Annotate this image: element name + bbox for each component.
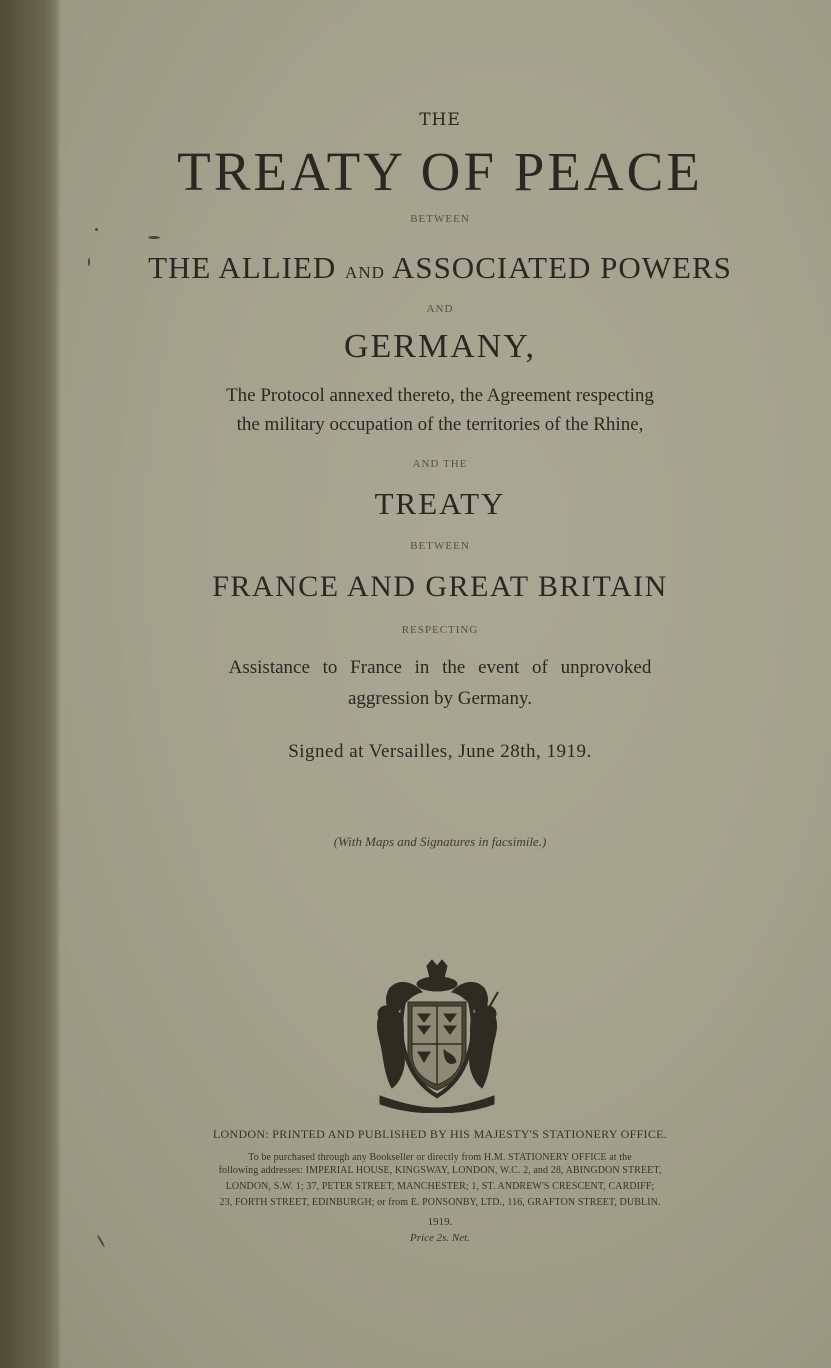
imprint-price: Price 2s. Net. [410,1232,470,1244]
assistance-line-1: Assistance to France in the event of unprovoked [228,657,652,678]
maps-note: (With Maps and Signatures in facsimile.) [333,834,547,849]
treaty-heading: TREATY [374,486,506,521]
royal-coat-of-arms-icon [372,958,502,1113]
imprint-year: 1919. [427,1216,453,1228]
imprint-london: LONDON: PRINTED AND PUBLISHED BY HIS MAJESTY'S STATIONERY OFFICE. [212,1127,668,1141]
allied-part-1: THE ALLIED [148,250,337,285]
allied-powers-line [60,250,820,286]
protocol-line-1: The Protocol annexed thereto, the Agreement respecting [226,385,654,406]
allied-part-2: ASSOCIATED POWERS [391,250,732,285]
france-britain-heading: FRANCE AND GREAT BRITAIN [212,570,668,603]
signed-line: Signed at Versailles, June 28th, 1919. [288,741,592,762]
title-the: THE [419,110,461,130]
assistance-line-2: aggression by Germany. [348,688,532,709]
respecting-word: RESPECTING [401,624,479,636]
paper-speck [95,228,98,231]
allied-and: AND [345,263,385,282]
purchase-line-4: 23, FORTH STREET, EDINBURGH; or from E. PONSONBY, LTD., 116, GRAFTON STREET, DUBLIN. [219,1197,661,1208]
main-title: TREATY OF PEACE [177,141,703,202]
book-spine [0,0,56,1368]
purchase-line-3: LONDON, S.W. 1; 37, PETER STREET, MANCHESTER; 1, ST. ANDREW'S CRESCENT, CARDIFF; [225,1181,655,1192]
purchase-line-2: following addresses: IMPERIAL HOUSE, KINGSWAY, LONDON, W.C. 2, and 28, ABINGDON STREET, [218,1165,662,1176]
paper-speck [148,236,160,239]
purchase-line-1: To be purchased through any Bookseller or directly from H.M. STATIONERY OFFICE at the [248,1152,632,1163]
between-word-1: BETWEEN [410,213,470,225]
between-word-2: BETWEEN [410,540,470,552]
protocol-line-2: the military occupation of the territories of the Rhine, [236,414,644,435]
germany-heading: GERMANY, [343,328,536,365]
and-word: AND [426,303,454,315]
and-the-word: AND THE [412,458,468,470]
